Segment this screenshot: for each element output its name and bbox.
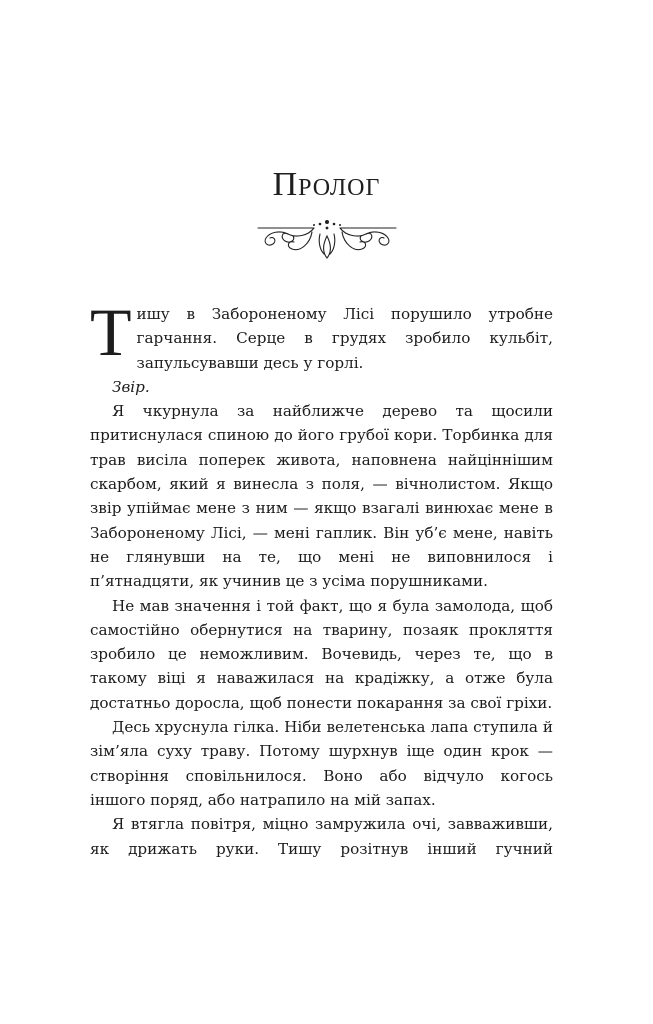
paragraph: Десь хруснула гілка. Ніби велетенська лапа ступила й зім’яла суху траву. Потому шурхнув іще один крок — створіння сповільнилося. Воно або відчуло когось іншого поряд, або натрапило на мій запах. — [90, 718, 553, 809]
body-text — [90, 294, 553, 861]
paragraph: Я чкурнула за найближче дерево та щосили притиснулася спиною до його грубої кори. Торбинка для трав висіла поперек живота, наповнена найціннішим скарбом, який я винесла з поля, — вічнолистом. Якщо звір упіймає мене з ним — якщо взагалі винюхає мене в Забороненому Лісі, — мені гаплик. Він уб’є мене, навіть не глянувши на те, що мені не виповнилося і п’ятнадцяти, як учинив це з усіма порушниками. — [90, 402, 553, 591]
chapter-title: Пролог — [272, 166, 381, 203]
paragraph: Не мав значення і той факт, що я була замолода, щоб самостійно обернутися на тварину, позаяк прокляття зробило це неможливим. Вочевидь, через те, що в такому віці я наважилася на крадіжку, а отже була достатньо доросла, щоб понести покарання за свої гріхи. — [90, 596, 553, 712]
paragraph: Звір. — [112, 377, 150, 396]
paragraph-opening — [90, 294, 553, 375]
flourish-ornament-icon — [252, 216, 402, 266]
paragraph-text: ишу в Забороненому Лісі порушило утробне гарчання. Серце в грудях зробило кульбіт, запульсувавши десь у горлі. — [136, 305, 553, 372]
paragraph: Я втягла повітря, міцно замружила очі, завваживши, як дрижать руки. Тишу розітнув інший гучний — [90, 815, 553, 858]
drop-cap: Т — [90, 294, 132, 370]
